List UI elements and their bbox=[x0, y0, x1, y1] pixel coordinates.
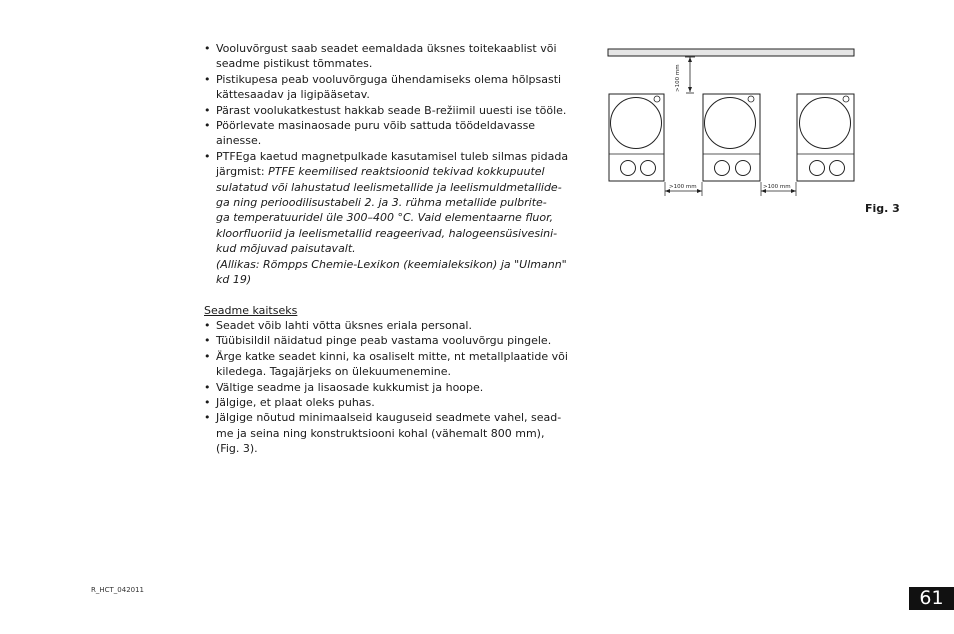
italic-line: kd 19) bbox=[216, 273, 252, 287]
italic-line: sulatatud või lahustatud leelismetallide ja leelismuldmetallide- bbox=[216, 180, 562, 194]
text-line: ainesse. bbox=[216, 134, 262, 148]
list-item bbox=[204, 118, 549, 149]
wall-distance-label: >100 mm bbox=[675, 64, 681, 92]
italic-line: kud mõjuvad paisutavalt. bbox=[216, 242, 356, 256]
gap-label-left: >100 mm bbox=[669, 184, 697, 190]
hotplate-device bbox=[609, 94, 664, 181]
text-line: • Pistikupesa peab vooluvõrguga ühendamiseks olema hõlpsasti bbox=[216, 72, 562, 86]
arrow-head bbox=[697, 189, 702, 193]
list-item-ptfe bbox=[204, 149, 569, 288]
italic-line: ga temperatuuridel üle 300–400 °C. Vaid elementaarne fluor, bbox=[216, 211, 554, 225]
spacing-diagram bbox=[604, 44, 860, 200]
section-heading: Seadme kaitseks bbox=[204, 303, 298, 317]
text-line: • Jälgige, et plaat oleks puhas. bbox=[216, 395, 375, 409]
text-line: • Ärge katke seadet kinni, ka osaliselt mitte, nt metallplaatide või bbox=[216, 349, 568, 363]
spacing-diagram-svg bbox=[604, 44, 860, 200]
list-item bbox=[204, 318, 549, 333]
gap-label-right: >100 mm bbox=[763, 184, 791, 190]
page-number: 61 bbox=[909, 587, 954, 610]
figure-caption: Fig. 3 bbox=[865, 202, 900, 215]
text-line: • Tüübisildil näidatud pinge peab vastama vooluvõrgu pingele. bbox=[216, 334, 552, 348]
arrow-head bbox=[688, 57, 692, 62]
text-line: (Fig. 3). bbox=[216, 442, 258, 456]
text-line: • Vooluvõrgust saab seadet eemaldada üksnes toitekaablist või bbox=[216, 42, 557, 55]
list-item bbox=[204, 349, 568, 380]
arrow-head bbox=[791, 189, 796, 193]
text-line: kiledega. Tagajärjeks on ülekuumenemine. bbox=[216, 365, 452, 379]
italic-text: PTFE keemilised reaktsioonid tekivad kokkupuutel bbox=[268, 165, 545, 179]
italic-line: kloorfluoriid ja leelismetallid reageerivad, halogeensüsivesini- bbox=[216, 226, 558, 240]
arrow-head bbox=[688, 87, 692, 92]
text-line: • PTFEga kaetud magnetpulkade kasutamisel tuleb silmas pidada bbox=[216, 149, 569, 163]
list-item bbox=[204, 72, 562, 103]
list-item bbox=[204, 410, 562, 456]
list-item bbox=[204, 103, 567, 118]
list-item bbox=[204, 395, 549, 410]
italic-line: (Allikas: Römpps Chemie-Lexikon (keemialeksikon) ja "Ulmann" bbox=[216, 257, 567, 271]
list-item bbox=[204, 380, 549, 395]
wall-bar bbox=[608, 49, 854, 56]
hotplate-device bbox=[703, 94, 760, 181]
text-line: • Jälgige nõutud minimaalseid kauguseid seadmete vahel, sead- bbox=[216, 411, 562, 425]
hotplate-device bbox=[797, 94, 854, 181]
text-line: • Pärast voolukatkestust hakkab seade B-režiimil uuesti ise tööle. bbox=[216, 103, 567, 117]
text-line: • Pöörlevate masinaosade puru võib sattuda töödeldavasse bbox=[216, 119, 536, 133]
text-line: • Seadet võib lahti võtta üksnes eriala personal. bbox=[216, 318, 472, 332]
main-text-column bbox=[204, 41, 569, 457]
list-item bbox=[204, 333, 552, 348]
italic-line: ga ning perioodilisustabeli 2. ja 3. rühma metallide pulbrite- bbox=[216, 196, 547, 210]
protection-list bbox=[204, 318, 568, 457]
text-line: me ja seina ning konstruktsiooni kohal (vähemalt 800 mm), bbox=[216, 426, 545, 440]
spacer bbox=[204, 288, 549, 303]
text-span: järgmist: bbox=[216, 165, 269, 179]
safety-list bbox=[204, 41, 569, 288]
list-item bbox=[204, 41, 557, 72]
text-line: • Vältige seadme ja lisaosade kukkumist ja hoope. bbox=[216, 380, 484, 394]
text-line: seadme pistikust tõmmates. bbox=[216, 57, 373, 71]
text-line bbox=[216, 164, 549, 179]
document-code: R_HCT_042011 bbox=[91, 586, 145, 594]
text-line: kättesaadav ja ligipääsetav. bbox=[216, 88, 370, 102]
